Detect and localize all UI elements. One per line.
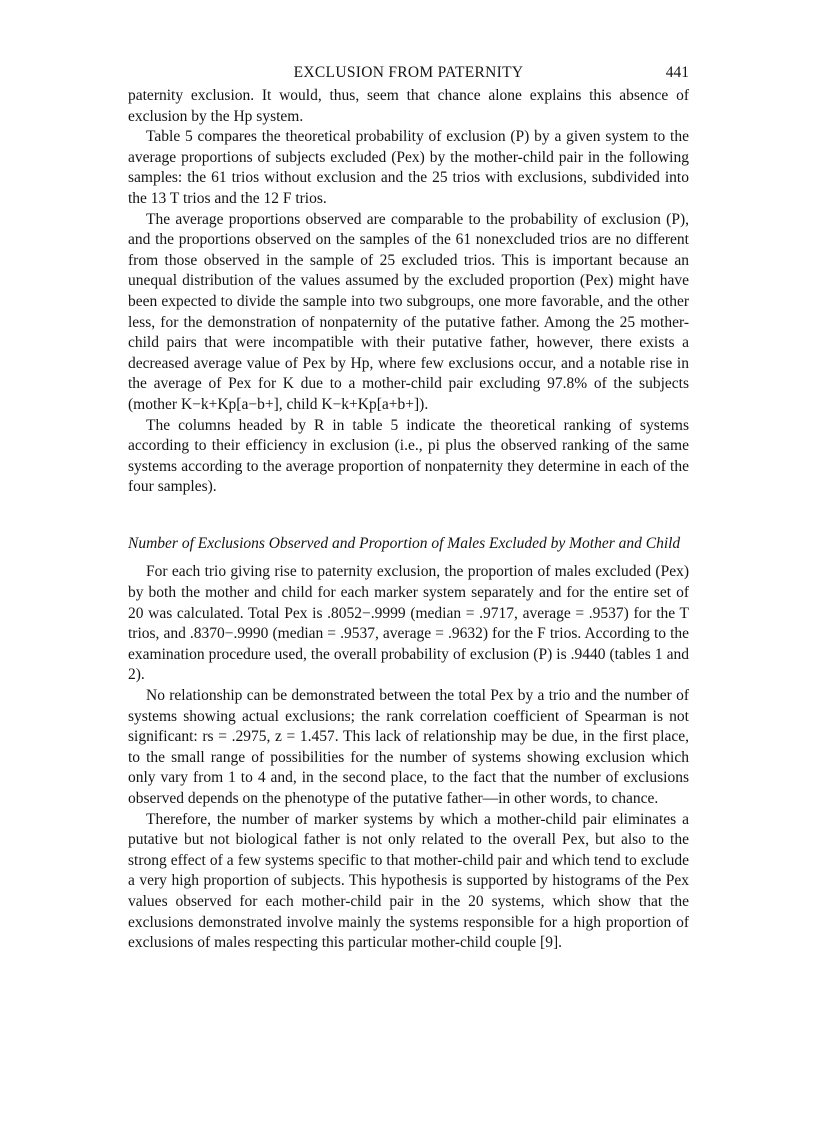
running-title: EXCLUSION FROM PATERNITY — [293, 64, 524, 81]
section-gap — [128, 498, 689, 534]
page-header — [128, 58, 689, 86]
paper-page — [128, 58, 689, 954]
paragraph-table5-comparison: Table 5 compares the theoretical probability of exclusion (P) by a given system to the average proportions of subjects excluded (Pex) by the mother-child pair in the following samples: the 61 trios without exclusion and the 25 trios with exclusions, subdivided into the 13 T trios and the 12 F trios. — [128, 128, 689, 207]
paragraph-ranking-columns: The columns headed by R in table 5 indicate the theoretical ranking of systems according to their efficiency in exclusion (i.e., pi plus the observed ranking of the same systems according to the average proportion of nonpaternity they determine in each of the four samples). — [128, 416, 689, 496]
paragraph-hypothesis: Therefore, the number of marker systems by which a mother-child pair eliminates a putative but not biological father is not only related to the overall Pex, but also to the strong effect of a few systems specific to that mother-child pair and which tend to exclude a very high proportion of subjects. This hypothesis is supported by histograms of the Pex values observed for each mother-child pair in the 20 systems, which show that the exclusions demonstrated involve mainly the systems responsible for a high proportion of exclusions of males respecting this particular mother-child couple [9]. — [128, 810, 689, 952]
section-heading: Number of Exclusions Observed and Proportion of Males Excluded by Mother and Child — [128, 534, 681, 552]
page-number: 441 — [665, 64, 689, 81]
paragraph-no-relationship: No relationship can be demonstrated between the total Pex by a trio and the number of systems showing actual exclusions; the rank correlation coefficient of Spearman is not significant: rs = .2975, z = 1.457. This lack of relationship may be due, in the first place, to the small range of possibilities for the number of systems showing exclusion which only vary from 1 to 4 and, in the second place, to the fact that the number of exclusions observed depends on the phenotype of the putative father—in other words, to chance. — [128, 687, 689, 807]
paragraph-trio-exclusion: For each trio giving rise to paternity exclusion, the proportion of males excluded (Pex) by both the mother and child for each marker system separately and for the entire set of 20 was calculated. Total Pex is .8052−.9999 (median = .9717, average = .9537) for the T trios, and .8370−.9990 (median = .9537, average = .9632) for the F trios. According to the examination procedure used, the overall probability of exclusion (P) is .9440 (tables 1 and 2). — [128, 563, 689, 684]
paragraph-average-proportions: The average proportions observed are comparable to the probability of exclusion (P), and the proportions observed on the samples of the 61 nonexcluded trios are no different from those observed in the sample of 25 excluded trios. This is important because an unequal distribution of the values assumed by the excluded proportion (Pex) might have been expected to divide the sample into two subgroups, one more favorable, and the other less, for the demonstration of nonpaternity of the putative father. Among the 25 mother-child pairs that were incompatible with their putative father, however, there exists a decreased average value of Pex by Hp, where few exclusions occur, and a notable rise in the average of Pex for K due to a mother-child pair excluding 97.8% of the subjects (mother K−k+Kp[a−b+], child K−k+Kp[a+b+]). — [128, 210, 689, 413]
paragraph-continued: paternity exclusion. It would, thus, seem that chance alone explains this absence of exclusion by the Hp system. — [128, 87, 689, 125]
